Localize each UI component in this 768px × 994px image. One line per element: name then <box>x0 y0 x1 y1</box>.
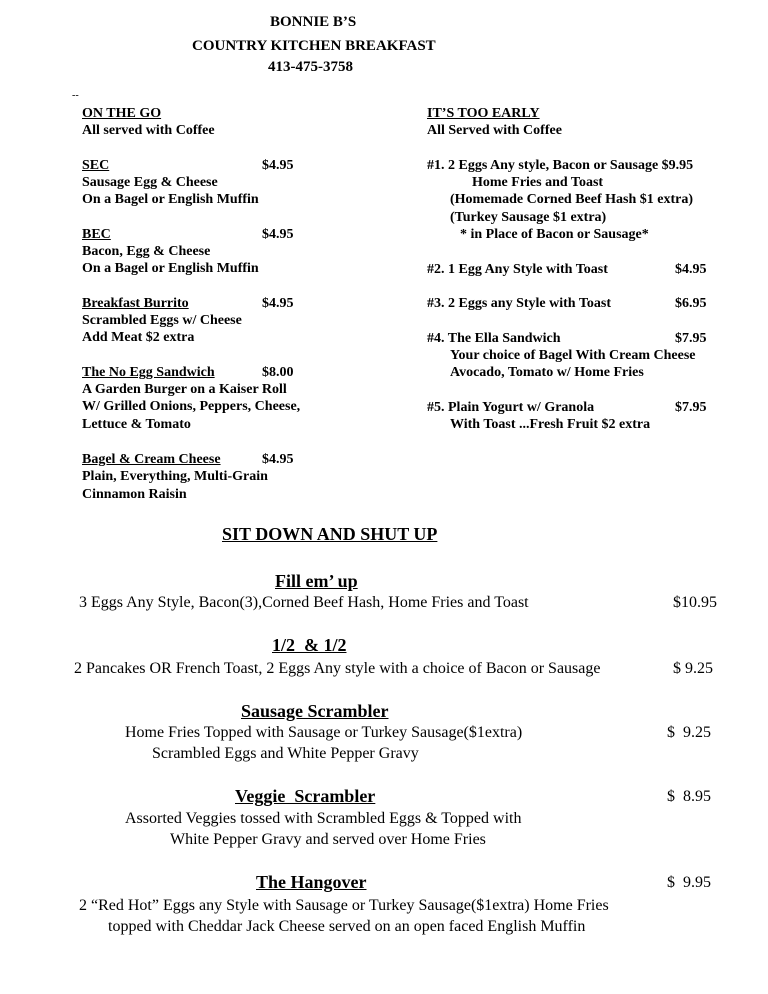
menu-item-price: $7.95 <box>675 400 707 415</box>
menu-item-desc: Scrambled Eggs w/ Cheese <box>82 313 242 328</box>
menu-subtitle: COUNTRY KITCHEN BREAKFAST <box>192 38 436 54</box>
on-the-go-note: All served with Coffee <box>82 123 215 138</box>
menu-item-name: #1. 2 Eggs Any style, Bacon or Sausage $9.95 <box>427 158 694 173</box>
menu-item-name: SEC <box>82 158 110 173</box>
menu-item-desc: (Turkey Sausage $1 extra) <box>450 210 607 225</box>
menu-item-desc: On a Bagel or English Muffin <box>82 261 259 276</box>
restaurant-name: BONNIE B’S <box>270 14 357 30</box>
menu-item-desc: On a Bagel or English Muffin <box>82 192 259 207</box>
menu-item-name: Sausage Scrambler <box>241 701 389 721</box>
menu-item-price: $6.95 <box>675 296 707 311</box>
menu-item-name: The Hangover <box>256 872 367 892</box>
menu-item-price: $ 8.95 <box>667 788 711 805</box>
menu-item-price: $4.95 <box>675 262 707 277</box>
menu-item-name: Veggie Scrambler <box>235 786 376 806</box>
menu-item-desc: Assorted Veggies tossed with Scrambled Eggs & Topped with <box>125 810 522 827</box>
menu-item-name: 1/2 & 1/2 <box>272 635 347 655</box>
menu-item-price: $ 9.25 <box>667 724 711 741</box>
menu-item-desc: Cinnamon Raisin <box>82 487 187 502</box>
menu-item-price: $ 9.25 <box>673 660 713 677</box>
too-early-note: All Served with Coffee <box>427 123 562 138</box>
menu-item-name: Breakfast Burrito <box>82 296 189 311</box>
menu-item-desc: * in Place of Bacon or Sausage* <box>460 227 649 242</box>
menu-item-name: BEC <box>82 227 111 242</box>
menu-item-price: $8.00 <box>262 365 294 380</box>
menu-item-price: $4.95 <box>262 452 294 467</box>
menu-item-desc: 2 Pancakes OR French Toast, 2 Eggs Any style with a choice of Bacon or Sausage <box>74 660 601 677</box>
dash-mark: -- <box>72 90 79 101</box>
menu-item-price: $4.95 <box>262 227 294 242</box>
menu-item-desc: Home Fries and Toast <box>472 175 604 190</box>
too-early-title: IT’S TOO EARLY <box>427 106 540 121</box>
menu-item-desc: Avocado, Tomato w/ Home Fries <box>450 365 644 380</box>
menu-item-desc: A Garden Burger on a Kaiser Roll <box>82 382 287 397</box>
menu-item-desc: Home Fries Topped with Sausage or Turkey Sausage($1extra) <box>125 724 523 741</box>
menu-item-name: Fill em’ up <box>275 571 358 591</box>
menu-item-desc: (Homemade Corned Beef Hash $1 extra) <box>450 192 694 207</box>
menu-item-name: The No Egg Sandwich <box>82 365 215 380</box>
phone-number: 413-475-3758 <box>268 59 353 75</box>
menu-item-desc: With Toast ...Fresh Fruit $2 extra <box>450 417 651 432</box>
menu-item-name: #4. The Ella Sandwich <box>427 331 561 346</box>
menu-item-desc: Scrambled Eggs and White Pepper Gravy <box>152 745 419 762</box>
menu-item-desc: W/ Grilled Onions, Peppers, Cheese, <box>82 399 301 414</box>
menu-item-price: $4.95 <box>262 158 294 173</box>
menu-item-name: #2. 1 Egg Any Style with Toast <box>427 262 608 277</box>
menu-item-desc: Bacon, Egg & Cheese <box>82 244 211 259</box>
menu-item-desc: topped with Cheddar Jack Cheese served on an open faced English Muffin <box>108 918 586 935</box>
menu-item-price: $4.95 <box>262 296 294 311</box>
menu-item-desc: Plain, Everything, Multi-Grain <box>82 469 268 484</box>
menu-item-desc: White Pepper Gravy and served over Home Fries <box>170 831 486 848</box>
menu-item-desc: 2 “Red Hot” Eggs any Style with Sausage or Turkey Sausage($1extra) Home Fries <box>79 897 609 914</box>
menu-item-name: Bagel & Cream Cheese <box>82 452 221 467</box>
sit-down-title: SIT DOWN AND SHUT UP <box>222 524 438 544</box>
menu-item-name: #5. Plain Yogurt w/ Granola <box>427 400 595 415</box>
menu-item-price: $10.95 <box>673 594 717 611</box>
menu-item-desc: Lettuce & Tomato <box>82 417 191 432</box>
on-the-go-title: ON THE GO <box>82 106 162 121</box>
menu-item-desc: 3 Eggs Any Style, Bacon(3),Corned Beef Hash, Home Fries and Toast <box>79 594 529 611</box>
menu-item-desc: Your choice of Bagel With Cream Cheese <box>450 348 696 363</box>
menu-item-price: $7.95 <box>675 331 707 346</box>
menu-item-name: #3. 2 Eggs any Style with Toast <box>427 296 611 311</box>
menu-item-desc: Add Meat $2 extra <box>82 330 195 345</box>
menu-item-desc: Sausage Egg & Cheese <box>82 175 218 190</box>
menu-item-price: $ 9.95 <box>667 874 711 891</box>
